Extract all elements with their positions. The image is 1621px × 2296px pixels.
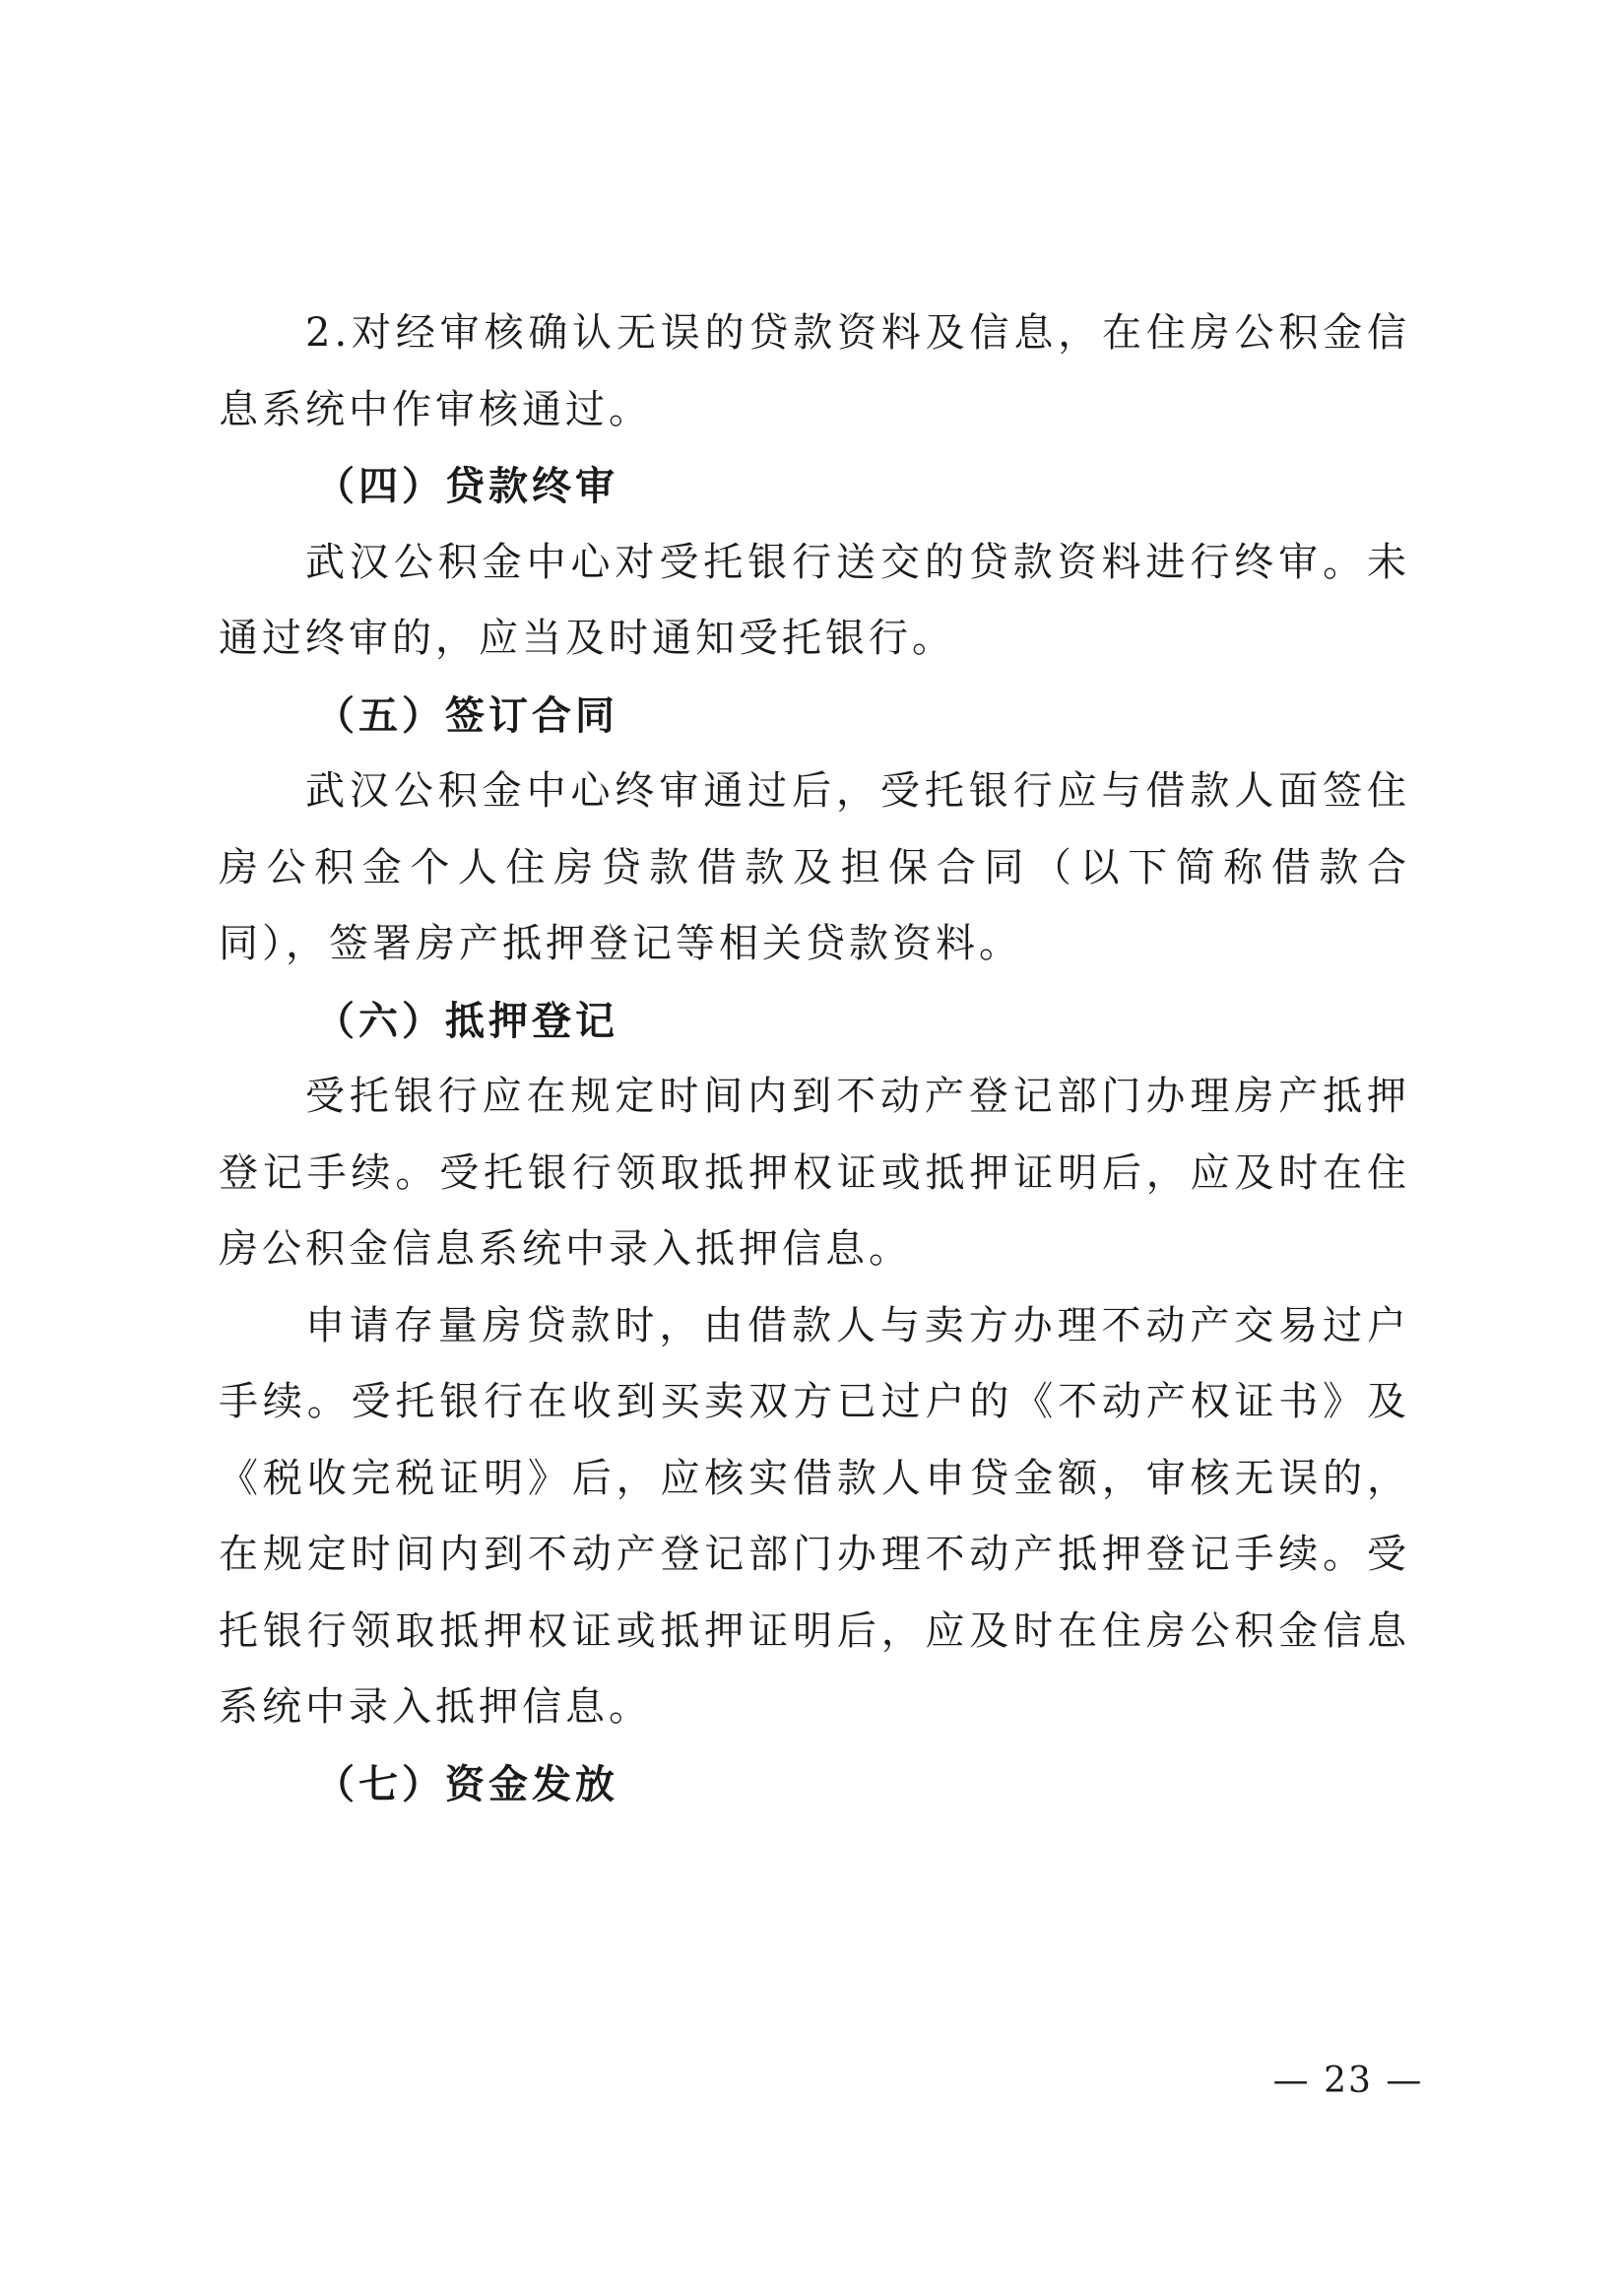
document-body xyxy=(219,295,1410,1822)
section-heading-final-review: （四）贷款终审 xyxy=(315,463,618,509)
section-heading-sign-contract: （五）签订合同 xyxy=(315,691,618,739)
section-heading-mortgage-registration: （六）抵押登记 xyxy=(315,997,618,1044)
paragraph-mortgage-registration: 受托银行应在规定时间内到不动产登记部门办理房产抵押登记手续。受托银行领取抵押权证或抵押证明后，应及时在住房公积金信息系统中录入抵押信息。 xyxy=(219,1074,1410,1272)
paragraph-review-approved: 2.对经审核确认无误的贷款资料及信息，在住房公积金信息系统中作审核通过。 xyxy=(219,310,1410,432)
paragraph-final-review: 武汉公积金中心对受托银行送交的贷款资料进行终审。未通过终审的，应当及时通知受托银行。 xyxy=(219,539,1410,661)
page-number: — 23 — xyxy=(1272,2061,1424,2101)
paragraph-existing-housing-loan: 申请存量房贷款时，由借款人与卖方办理不动产交易过户手续。受托银行在收到买卖双方已过户的《不动产权证书》及《税收完税证明》后，应核实借款人申贷金额，审核无误的，在规定时间内到不动产登记部门办理不动产抵押登记手续。受托银行领取抵押权证或抵押证明后，应及时在住房公积金信息系统中录入抵押信息。 xyxy=(219,1302,1410,1730)
section-heading-fund-disbursement: （七）资金发放 xyxy=(315,1760,618,1807)
paragraph-sign-contract: 武汉公积金中心终审通过后，受托银行应与借款人面签住房公积金个人住房贷款借款及担保合同（以下简称借款合同），签署房产抵押登记等相关贷款资料。 xyxy=(219,768,1410,966)
